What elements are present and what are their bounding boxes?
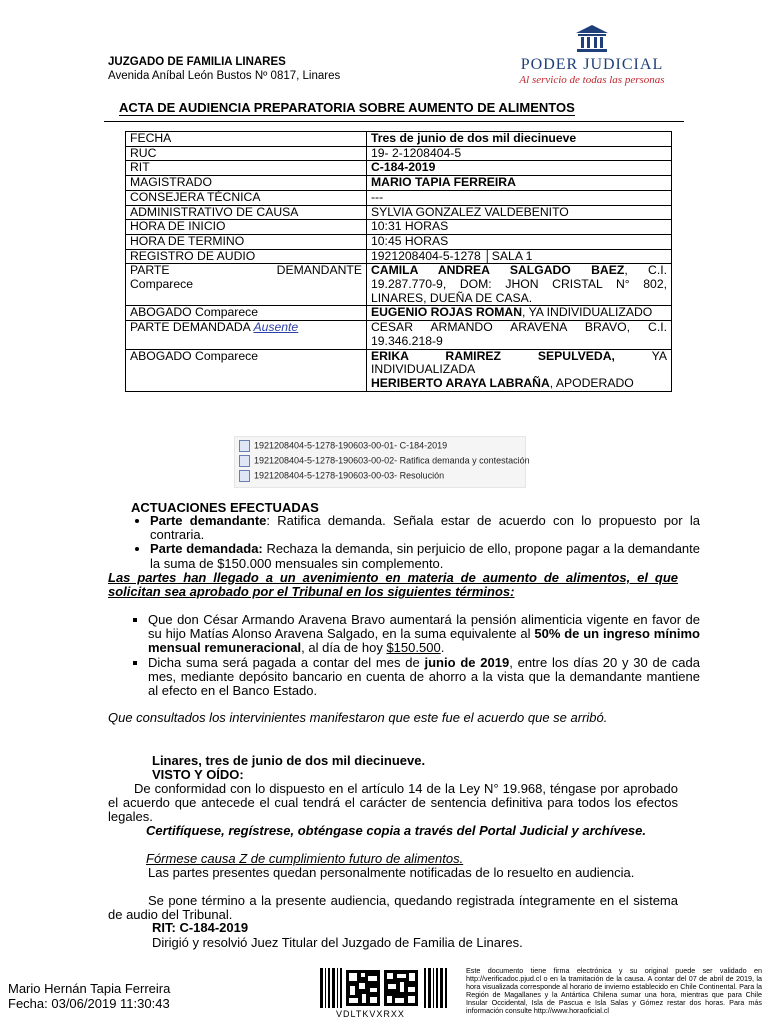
- resolution-paragraph: Dirigió y resolvió Juez Titular del Juzgado de Familia de Linares.: [152, 935, 523, 950]
- electronic-signature-notice: Este documento tiene firma electrónica y su original puede ser validado en http://verificadoc.pjud.cl o en la tramitación de la causa. A contar del 07 de abril de 2019, la hora visualizada corresponde al horario de invierno establecido en Chile Continental. Para la Región de Magallanes y la Antártica Chilena sumar una hora, mientras que para Chile Insular Occidental, Isla de Pascua e Isla Salas y Gómez restar dos horas. Para más información consulte http://www.horaoficial.cl: [466, 966, 762, 1015]
- term-emphasis: junio de 2019: [424, 654, 510, 670]
- attorney-details: , APODERADO: [549, 375, 634, 390]
- list-item: [150, 542, 700, 570]
- signer-name: Mario Hernán Tapia Ferreira: [8, 981, 171, 996]
- term-amount: $150.500: [386, 640, 441, 656]
- lawyer-name: EUGENIO ROJAS ROMAN: [371, 305, 523, 320]
- field-value: 10:45 HORAS: [367, 234, 672, 249]
- plaintiff-name: CAMILA ANDREA SALGADO BAEZ: [371, 263, 625, 278]
- plaintiff-details: , C.I. 19.287.770-9, DOM: JHON CRISTAL N° 802, LINARES, DUEÑA DE CASA.: [371, 263, 668, 305]
- field-value: MARIO TAPIA FERREIRA: [367, 176, 672, 191]
- term-text: , entre los días 20 y 30 de cada mes, mediante depósito bancario en cuenta de ahorro a la vista que la demandante mantiene al efecto en el Banco Estado.: [148, 654, 700, 699]
- table-row: [126, 234, 672, 249]
- resolution-paragraph: Se pone término a la presente audiencia, quedando registrada íntegramente en el sistema de audio del Tribunal.: [108, 893, 678, 923]
- item-label: Parte demandada:: [150, 541, 263, 557]
- audio-file-icon: [239, 440, 250, 452]
- verification-code: VDLTKVXRXX: [336, 1009, 405, 1019]
- term-emphasis: 50% de un ingreso mínimo mensual remuneracional: [148, 626, 701, 656]
- field-value: ---: [367, 190, 672, 205]
- field-value: [367, 349, 672, 391]
- table-row: [126, 146, 672, 161]
- field-value: [367, 306, 672, 321]
- table-row: [126, 249, 672, 264]
- item-text: Rechaza la demanda, sin perjuicio de ello, propone pagar a la demandante la suma de $150.000 mensuales sin complemento.: [150, 541, 701, 571]
- court-name: JUZGADO DE FAMILIA LINARES: [108, 56, 286, 68]
- field-label: HORA DE INICIO: [126, 220, 367, 235]
- verification-barcode: [320, 968, 448, 1008]
- list-item: [148, 656, 700, 699]
- resolution-date: Linares, tres de junio de dos mil diecinueve.: [152, 753, 426, 768]
- table-row: [126, 220, 672, 235]
- document-title: ACTA DE AUDIENCIA PREPARATORIA SOBRE AUMENTO DE ALIMENTOS: [119, 100, 575, 115]
- resolution-paragraph: Las partes presentes quedan personalmente notificadas de lo resuelto en audiencia.: [148, 865, 635, 880]
- courthouse-icon: [574, 24, 610, 54]
- lawyer-details: , YA INDIVIDUALIZADO: [522, 305, 653, 320]
- signature-block: [8, 981, 170, 1011]
- field-label: REGISTRO DE AUDIO: [126, 249, 367, 264]
- field-value: CESAR ARMANDO ARAVENA BRAVO, C.I. 19.346.218-9: [367, 321, 672, 349]
- label-part: PARTE DEMANDADA: [130, 320, 254, 335]
- audio-file-item[interactable]: [239, 440, 447, 455]
- signature-date: Fecha: 03/06/2019 11:30:43: [8, 996, 170, 1011]
- field-label: [126, 264, 367, 306]
- resolution-paragraph: Certifíquese, regístrese, obténgase copia a través del Portal Judicial y archívese.: [146, 823, 646, 838]
- label-part: PARTE: [130, 263, 170, 278]
- logo-slogan: Al servicio de todas las personas: [519, 74, 665, 86]
- table-row: [126, 176, 672, 191]
- audio-file-name: 1921208404-5-1278-190603-00-02- Ratifica demanda y contestación: [254, 455, 530, 466]
- actions-list: [128, 514, 700, 571]
- term-text: , al día de hoy: [301, 640, 387, 656]
- audio-file-item[interactable]: [239, 470, 444, 485]
- audio-file-item[interactable]: [239, 455, 530, 470]
- table-row: [126, 321, 672, 349]
- table-row: [126, 190, 672, 205]
- field-label: HORA DE TERMINO: [126, 234, 367, 249]
- item-label: Parte demandante: [150, 513, 267, 528]
- audio-file-list: [234, 436, 530, 488]
- audio-file-name: 1921208404-5-1278-190603-00-01- C-184-2019: [254, 440, 448, 451]
- label-part: DEMANDANTE: [276, 263, 362, 278]
- item-text: : Ratifica demanda. Señala estar de acuerdo con lo propuesto por la contraria.: [150, 513, 701, 543]
- field-value: Tres de junio de dos mil diecinueve: [367, 132, 672, 147]
- term-text: Que don César Armando Aravena Bravo aumentará la pensión alimenticia vigente en favor de su hijo Matías Alonso Aravena Salgado, en la suma equivalente al: [148, 612, 700, 642]
- attorney-name: HERIBERTO ARAYA LABRAÑA: [371, 375, 550, 390]
- agreement-terms: [126, 613, 700, 698]
- logo-title: PODER JUDICIAL: [520, 56, 664, 73]
- term-text: Dicha suma será pagada a contar del mes de: [148, 654, 425, 670]
- table-row: [126, 161, 672, 176]
- field-value: [367, 264, 672, 306]
- field-label: RIT: [126, 161, 367, 176]
- title-divider: [104, 121, 684, 122]
- audio-file-name: 1921208404-5-1278-190603-00-03- Resolución: [254, 470, 445, 481]
- resolution-rit: RIT: C-184-2019: [152, 920, 249, 935]
- hearing-info-table: [125, 131, 672, 392]
- agreement-statement: Las partes han llegado a un avenimiento en materia de aumento de alimentos, el que solicitan sea aprobado por el Tribunal en los siguientes términos:: [108, 570, 678, 600]
- field-label: ADMINISTRATIVO DE CAUSA: [126, 205, 367, 220]
- resolution-paragraph: Fórmese causa Z de cumplimiento futuro de alimentos.: [146, 851, 464, 866]
- field-label: RUC: [126, 146, 367, 161]
- field-label: ABOGADO Comparece: [126, 306, 367, 321]
- field-value: 10:31 HORAS: [367, 220, 672, 235]
- field-label: FECHA: [126, 132, 367, 147]
- field-label: ABOGADO Comparece: [126, 349, 367, 391]
- label-part: Comparece: [130, 277, 193, 292]
- audio-file-icon: [239, 470, 250, 482]
- table-row: [126, 205, 672, 220]
- field-label: MAGISTRADO: [126, 176, 367, 191]
- table-row: [126, 306, 672, 321]
- field-label: [126, 321, 367, 349]
- lawyer-name: ERIKA RAMIREZ SEPULVEDA,: [371, 348, 615, 363]
- field-value: C-184-2019: [367, 161, 672, 176]
- actions-heading: ACTUACIONES EFECTUADAS: [131, 500, 319, 515]
- list-item: [150, 514, 700, 542]
- agreement-confirmation: Que consultados los intervinientes manifestaron que este fue el acuerdo que se arribó.: [108, 710, 608, 725]
- lawyer-details: YA INDIVIDUALIZADA: [371, 348, 667, 377]
- field-value: SYLVIA GONZALEZ VALDEBENITO: [367, 205, 672, 220]
- poder-judicial-logo: [506, 24, 678, 86]
- audio-file-icon: [239, 455, 250, 467]
- table-row: [126, 264, 672, 306]
- court-address: Avenida Aníbal León Bustos Nº 0817, Linares: [108, 70, 341, 82]
- term-text: .: [440, 640, 445, 656]
- absent-status: Ausente: [253, 320, 299, 335]
- field-label: CONSEJERA TÉCNICA: [126, 190, 367, 205]
- table-row: [126, 132, 672, 147]
- field-value: 19- 2-1208404-5: [367, 146, 672, 161]
- list-item: [148, 613, 700, 656]
- table-row: [126, 349, 672, 391]
- resolution-paragraph: De conformidad con lo dispuesto en el artículo 14 de la Ley N° 19.968, téngase por aprobado el acuerdo que antecede el cual tendrá el carácter de sentencia definitiva para todos los efectos legales.: [108, 781, 678, 825]
- visto-heading: VISTO Y OÍDO:: [152, 767, 244, 782]
- field-value: 1921208404-5-1278 │SALA 1: [367, 249, 672, 264]
